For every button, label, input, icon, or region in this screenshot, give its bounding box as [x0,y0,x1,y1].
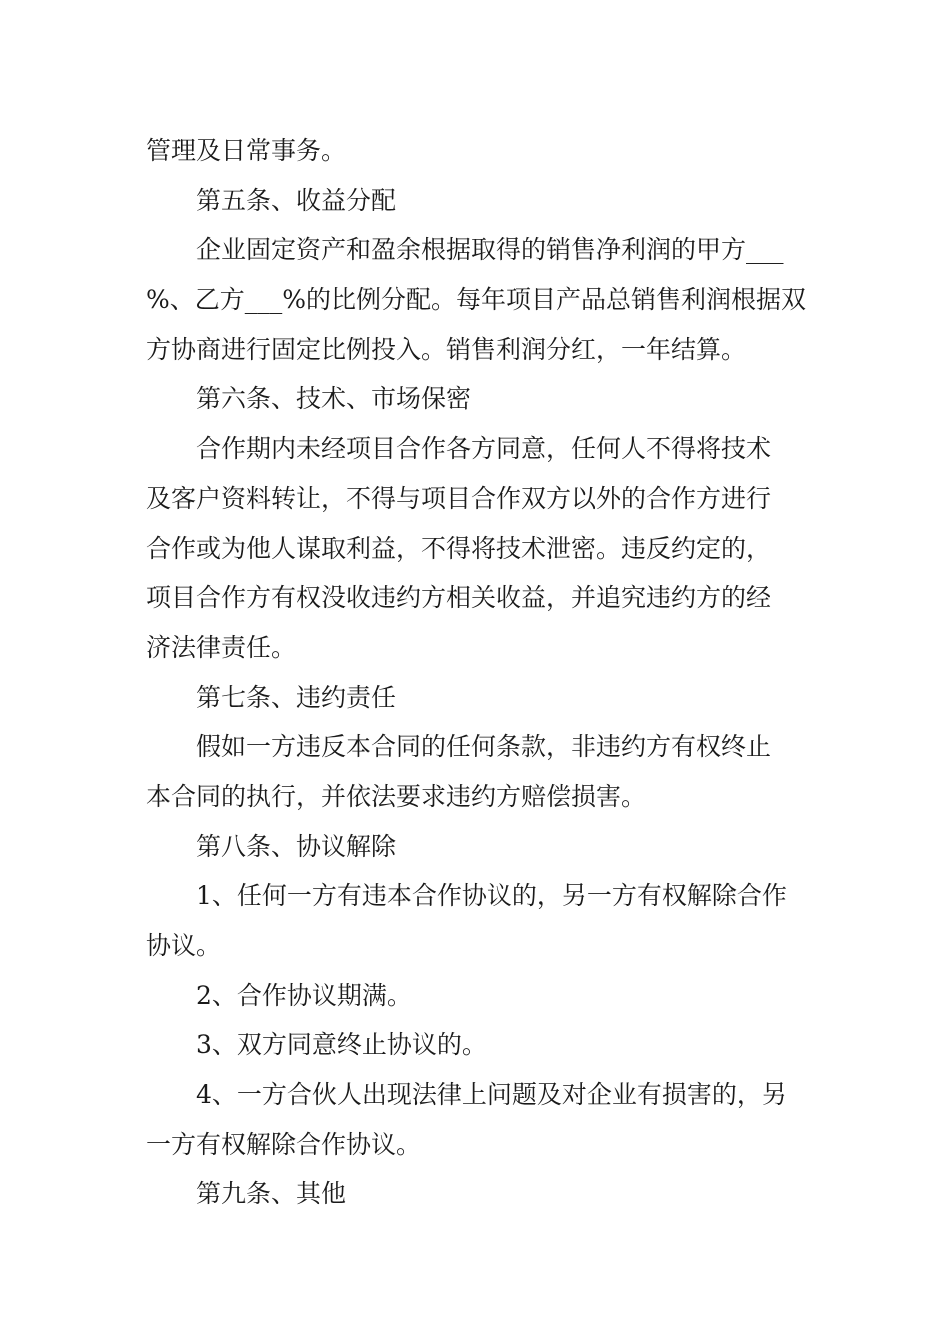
text-line: 管理及日常事务。 [146,136,347,165]
text-line: 本合同的执行，并依法要求违约方赔偿损害。 [146,781,647,811]
text-line: 项目合作方有权没收违约方相关收益，并追究违约方的经 [146,583,772,613]
text-line: 合作期内未经项目合作各方同意，任何人不得将技术 [196,434,772,464]
text-line: 合作或为他人谋取利益，不得将技术泄密。违反约定的， [146,533,772,563]
section-heading: 第六条、技术、市场保密 [196,384,472,414]
text-line: 一方有权解除合作协议。 [146,1129,422,1159]
text-line: 协议。 [146,931,222,960]
text-line: %、乙方___%的比例分配。每年项目产品总销售利润根据双 [146,285,807,315]
text-line: 企业固定资产和盈余根据取得的销售净利润的甲方___ [196,235,784,265]
text-line: 济法律责任。 [146,632,297,662]
section-heading: 第七条、违约责任 [196,682,397,712]
section-heading: 第八条、协议解除 [196,831,397,861]
section-heading: 第九条、其他 [196,1179,347,1209]
text-line: 及客户资料转让，不得与项目合作双方以外的合作方进行 [146,483,772,513]
list-item: 2、合作协议期满。 [196,980,412,1010]
text-line: 方协商进行固定比例投入。销售利润分红，一年结算。 [146,334,747,364]
list-item: 3、双方同意终止协议的。 [196,1030,487,1060]
list-item: 4、一方合伙人出现法律上问题及对企业有损害的，另 [196,1080,787,1110]
list-item: 1、任何一方有违本合作协议的，另一方有权解除合作 [196,881,787,911]
text-line: 假如一方违反本合同的任何条款，非违约方有权终止 [196,732,772,762]
document-body [146,126,806,1219]
section-heading: 第五条、收益分配 [196,185,397,215]
